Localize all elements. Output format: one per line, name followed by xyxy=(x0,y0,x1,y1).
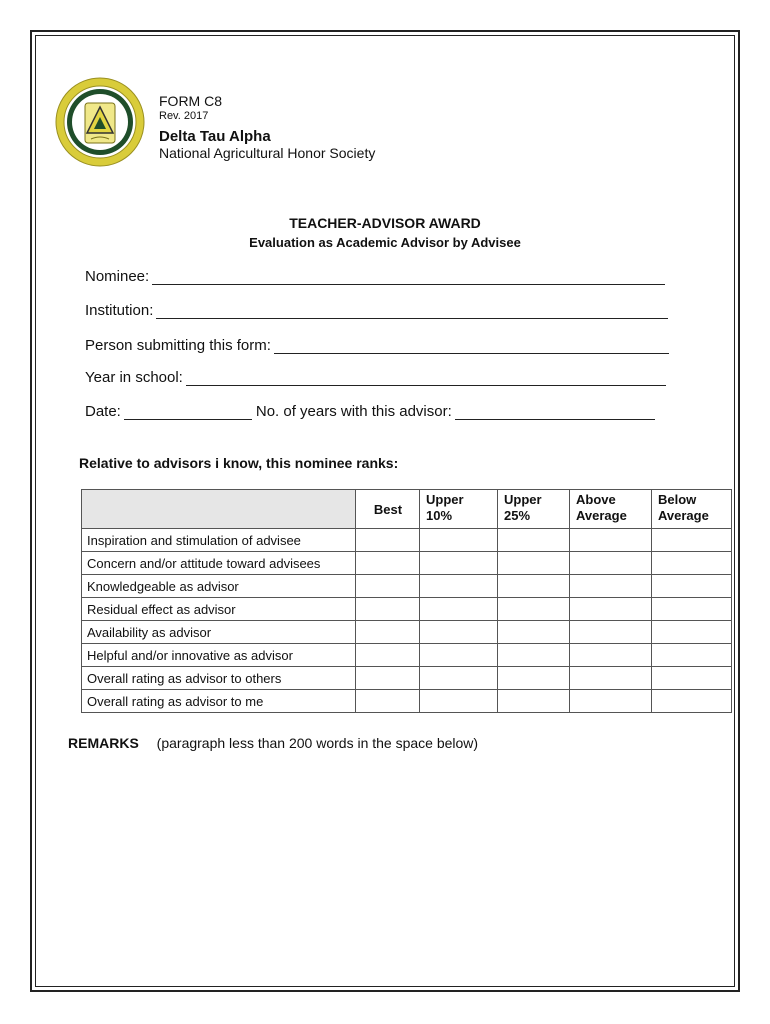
best-header: Best xyxy=(356,490,420,529)
form-code: FORM C8 xyxy=(159,93,222,109)
date-years-row xyxy=(85,403,655,420)
rating-cell-best[interactable] xyxy=(356,644,420,667)
remarks-instruction: (paragraph less than 200 words in the space below) xyxy=(156,735,479,751)
rating-cell-above-average[interactable] xyxy=(570,690,652,713)
rating-cell-upper-25[interactable] xyxy=(498,598,570,621)
criterion-label: Availability as advisor xyxy=(82,621,356,644)
criterion-label: Concern and/or attitude toward advisees xyxy=(82,552,356,575)
ranks-heading: Relative to advisors i know, this nominee ranks: xyxy=(79,455,399,471)
nominee-field xyxy=(85,268,665,285)
table-row xyxy=(82,644,732,667)
rating-cell-below-average[interactable] xyxy=(652,529,732,552)
criterion-label: Inspiration and stimulation of advisee xyxy=(82,529,356,552)
institution-field xyxy=(85,302,668,319)
institution-input[interactable] xyxy=(156,304,668,319)
table-row xyxy=(82,598,732,621)
delta-tau-alpha-seal xyxy=(55,77,145,167)
form-revision: Rev. 2017 xyxy=(159,110,209,122)
rating-cell-upper-10[interactable] xyxy=(420,690,498,713)
rating-cell-below-average[interactable] xyxy=(652,644,732,667)
rating-cell-below-average[interactable] xyxy=(652,667,732,690)
remarks-section xyxy=(68,735,478,751)
criterion-label: Knowledgeable as advisor xyxy=(82,575,356,598)
date-input[interactable] xyxy=(124,405,252,420)
person-submitting-field xyxy=(85,337,669,354)
nominee-input[interactable] xyxy=(152,270,665,285)
page-subtitle: Evaluation as Academic Advisor by Advisee xyxy=(249,235,521,250)
nominee-label: Nominee: xyxy=(85,268,150,285)
rating-cell-upper-10[interactable] xyxy=(420,552,498,575)
rating-cell-upper-25[interactable] xyxy=(498,690,570,713)
rating-cell-above-average[interactable] xyxy=(570,598,652,621)
organization-subtitle: National Agricultural Honor Society xyxy=(159,145,376,161)
years-with-advisor-input[interactable] xyxy=(455,405,655,420)
organization-name: Delta Tau Alpha xyxy=(159,128,271,145)
rating-cell-upper-25[interactable] xyxy=(498,529,570,552)
rating-cell-above-average[interactable] xyxy=(570,644,652,667)
ratings-table xyxy=(81,489,732,713)
rating-cell-upper-10[interactable] xyxy=(420,621,498,644)
table-row xyxy=(82,552,732,575)
rating-cell-best[interactable] xyxy=(356,552,420,575)
upper-25-header: Upper 25% xyxy=(498,490,570,529)
criterion-label: Helpful and/or innovative as advisor xyxy=(82,644,356,667)
rating-cell-upper-10[interactable] xyxy=(420,667,498,690)
table-row xyxy=(82,690,732,713)
rating-cell-above-average[interactable] xyxy=(570,667,652,690)
table-row xyxy=(82,621,732,644)
year-in-school-label: Year in school: xyxy=(85,369,183,386)
rating-cell-below-average[interactable] xyxy=(652,575,732,598)
rating-cell-above-average[interactable] xyxy=(570,575,652,598)
table-row xyxy=(82,529,732,552)
institution-label: Institution: xyxy=(85,302,154,319)
rating-cell-above-average[interactable] xyxy=(570,529,652,552)
criterion-label: Residual effect as advisor xyxy=(82,598,356,621)
person-submitting-label: Person submitting this form: xyxy=(85,337,271,354)
year-in-school-field xyxy=(85,369,666,386)
upper-10-header: Upper 10% xyxy=(420,490,498,529)
table-row xyxy=(82,667,732,690)
person-submitting-input[interactable] xyxy=(274,339,669,354)
table-row xyxy=(82,575,732,598)
rating-cell-below-average[interactable] xyxy=(652,552,732,575)
rating-cell-above-average[interactable] xyxy=(570,621,652,644)
page-title: TEACHER-ADVISOR AWARD xyxy=(289,215,481,231)
rating-cell-best[interactable] xyxy=(356,690,420,713)
rating-cell-best[interactable] xyxy=(356,529,420,552)
below-average-header: Below Average xyxy=(652,490,732,529)
rating-cell-upper-10[interactable] xyxy=(420,598,498,621)
rating-cell-upper-25[interactable] xyxy=(498,644,570,667)
ratings-header-row xyxy=(82,490,732,529)
rating-cell-upper-25[interactable] xyxy=(498,621,570,644)
rating-cell-below-average[interactable] xyxy=(652,690,732,713)
rating-cell-above-average[interactable] xyxy=(570,552,652,575)
above-average-header: Above Average xyxy=(570,490,652,529)
rating-cell-upper-10[interactable] xyxy=(420,529,498,552)
rating-cell-best[interactable] xyxy=(356,621,420,644)
criterion-label: Overall rating as advisor to me xyxy=(82,690,356,713)
years-with-advisor-label: No. of years with this advisor: xyxy=(255,403,452,420)
year-in-school-input[interactable] xyxy=(186,371,666,386)
rating-cell-below-average[interactable] xyxy=(652,621,732,644)
rating-cell-upper-10[interactable] xyxy=(420,575,498,598)
rating-cell-upper-25[interactable] xyxy=(498,667,570,690)
criterion-label: Overall rating as advisor to others xyxy=(82,667,356,690)
date-label: Date: xyxy=(85,403,121,420)
remarks-label: REMARKS xyxy=(68,735,139,751)
rating-cell-upper-10[interactable] xyxy=(420,644,498,667)
rating-cell-best[interactable] xyxy=(356,667,420,690)
rating-cell-below-average[interactable] xyxy=(652,598,732,621)
rating-cell-upper-25[interactable] xyxy=(498,552,570,575)
rating-cell-best[interactable] xyxy=(356,598,420,621)
rating-cell-best[interactable] xyxy=(356,575,420,598)
rating-cell-upper-25[interactable] xyxy=(498,575,570,598)
criteria-header xyxy=(82,490,356,529)
